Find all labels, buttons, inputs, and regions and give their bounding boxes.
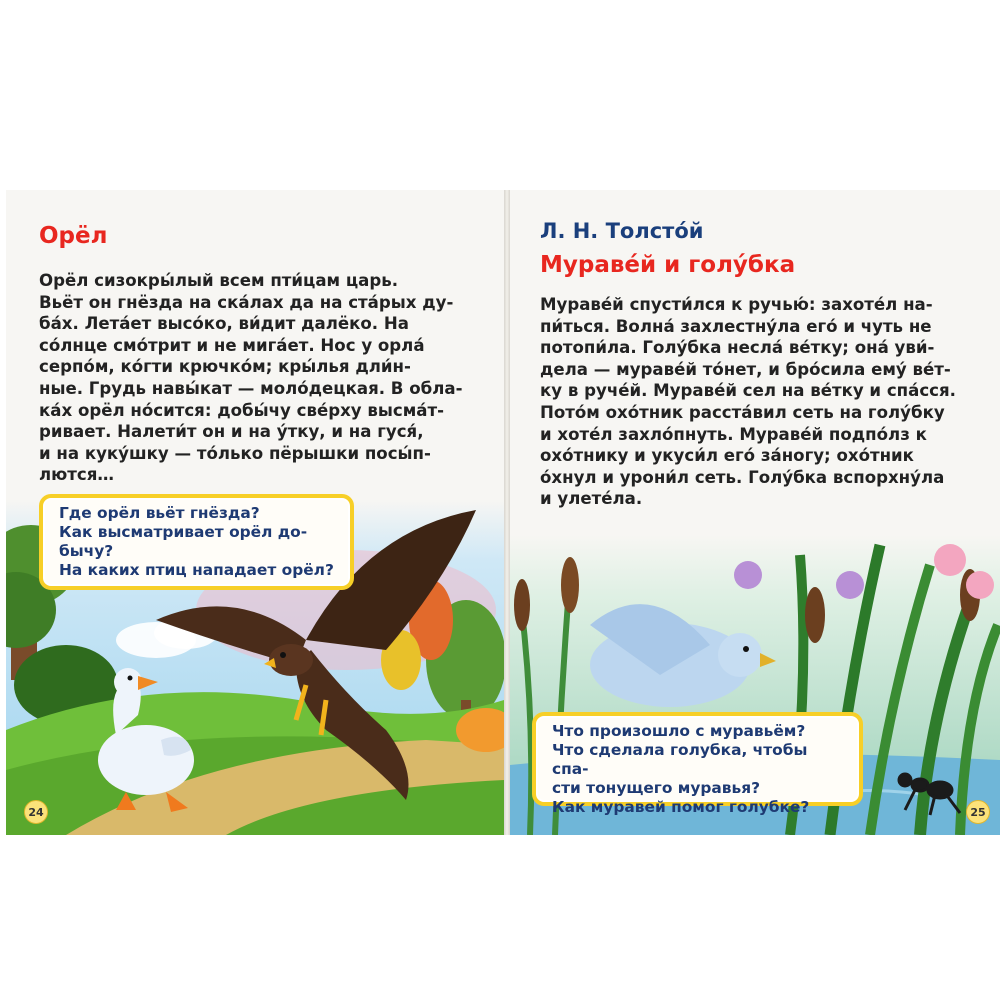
questions-box-right <box>532 712 863 816</box>
story-title-ant-dove: Мураве́й и голу́бка <box>540 252 796 278</box>
page-number-right: 25 <box>966 800 990 824</box>
story-text-ant-dove: Мураве́й спусти́лся к ручью́: захоте́л на- пи́ться. Волна́ захлестну́ла его́ и чуть не потопи́ла. Голу́бка несла́ ве́тку; она́ уви́- дела — мураве́й то́нет, и бро́сила ему́ ве́т- ку в руче́й. Мураве́й сел на ве́тку и спа́сся. Пото́м охо́тник расста́вил сеть на голу́бку и хоте́л захло́пнуть. Мураве́й подпо́лз к охо́тнику и укуси́л его́ за́ногу; охо́тник о́хнул и урони́л сеть. Голу́бка вспорхну́ла и улете́ла. <box>540 295 956 509</box>
author-name: Л. Н. Толсто́й <box>540 219 704 243</box>
questions-text-right: Что произошло с муравьём? Что сделала голубка, чтобы спа- сти тонущего муравья? Как муравей помог голубке? <box>552 722 810 816</box>
book-spread <box>6 190 1000 835</box>
story-title-eagle: Орёл <box>39 223 108 249</box>
questions-box-left <box>39 494 354 590</box>
questions-text-left: Где орёл вьёт гнёзда? Как высматривает орёл до- бычу? На каких птиц нападает орёл? <box>59 504 334 579</box>
story-text-eagle: Орёл сизокры́лый всем пти́цам царь. Вьёт он гнёзда на ска́лах да на ста́рых ду- ба́х. Лета́ет высо́ко, ви́дит далёко. На со́лнце смо́трит и не мига́ет. Нос у орла́ серпо́м, ко́гти крючко́м; кры́лья дли́н- ные. Грудь навы́кат — моло́децкая. В обла- ка́х орёл но́сится: добы́чу све́рху высма́т- ривает. Налети́т он и на у́тку, и на гуся́, и на куку́шку — то́лько пёрышки посы́п- лются… <box>39 271 463 485</box>
left-page <box>6 190 504 835</box>
right-page <box>510 190 1000 835</box>
page-number-left: 24 <box>24 800 48 824</box>
